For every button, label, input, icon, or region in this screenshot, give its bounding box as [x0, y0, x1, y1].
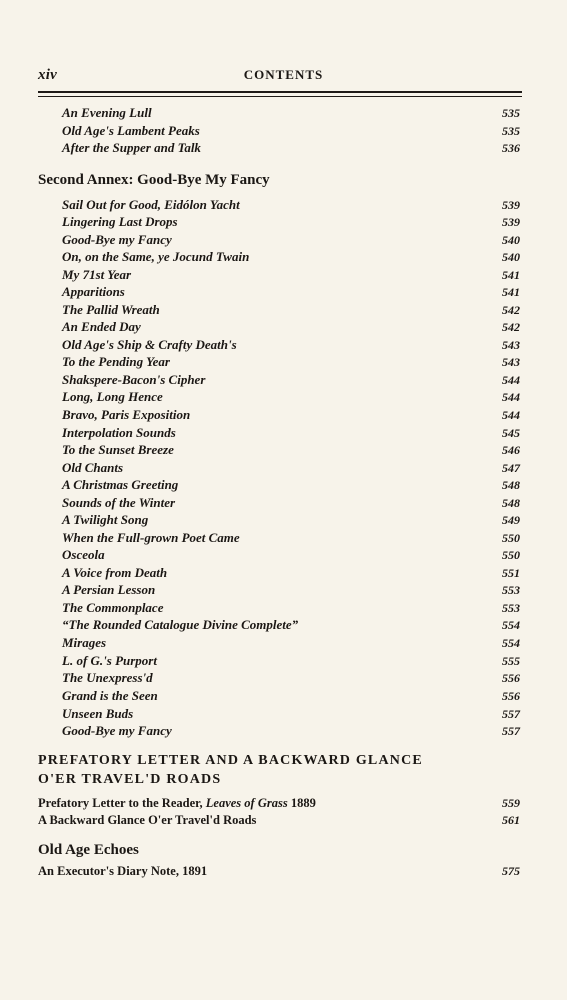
toc-entry-page: 540: [502, 233, 520, 247]
toc-entry-title: An Ended Day: [62, 319, 141, 334]
toc-entry[interactable]: [62, 581, 520, 599]
toc-entry-page: 546: [502, 443, 520, 457]
toc-entry-title: Osceola: [62, 547, 105, 562]
toc-entry-page: 549: [502, 513, 520, 527]
toc-entry-title: Lingering Last Drops: [62, 214, 178, 229]
toc-entry-page: 543: [502, 338, 520, 352]
toc-entry-title: The Pallid Wreath: [62, 302, 160, 317]
toc-entry-page: 544: [502, 408, 520, 422]
toc-entry-title: After the Supper and Talk: [62, 140, 201, 155]
toc-entry-page: 542: [502, 320, 520, 334]
toc-entry-title: Grand is the Seen: [62, 688, 158, 703]
toc-entry[interactable]: [62, 406, 520, 424]
toc-entry-page: 544: [502, 390, 520, 404]
toc-entry-page: 535: [502, 106, 520, 120]
toc-entry[interactable]: [62, 441, 520, 459]
toc-entry-title: A Backward Glance O'er Travel'd Roads: [38, 813, 257, 827]
toc-entry-title: Old Age's Ship & Crafty Death's: [62, 337, 237, 352]
toc-entry-page: 555: [502, 654, 520, 668]
toc-entry-title: My 71st Year: [62, 267, 132, 282]
toc-entry-title-italic: Leaves of Grass: [205, 796, 288, 810]
toc-entry[interactable]: [38, 811, 520, 829]
toc-entry-title: The Unexpress'd: [62, 670, 153, 685]
toc-entry-page: 575: [502, 864, 520, 878]
toc-entry-page: 554: [502, 618, 520, 632]
toc-entry-page: 556: [502, 671, 520, 685]
toc-entry-title: To the Sunset Breeze: [62, 442, 174, 457]
toc-entry[interactable]: [62, 301, 520, 319]
toc-entry-page: 543: [502, 355, 520, 369]
toc-entry-title: Old Age's Lambent Peaks: [62, 123, 200, 138]
toc-entry-title: To the Pending Year: [62, 354, 170, 369]
toc-entry[interactable]: [38, 794, 520, 812]
toc-entry[interactable]: [62, 459, 520, 477]
toc-entry-title: An Evening Lull: [62, 105, 152, 120]
toc-entry-page: 547: [502, 461, 520, 475]
toc-entry[interactable]: [62, 687, 520, 705]
toc-entry[interactable]: [62, 122, 520, 140]
toc-entry-page: 541: [502, 285, 520, 299]
toc-entry[interactable]: [62, 564, 520, 582]
header-rule-thin: [38, 96, 522, 97]
toc-entry[interactable]: [62, 104, 520, 122]
toc-entry[interactable]: [62, 266, 520, 284]
toc-entry-page: 542: [502, 303, 520, 317]
toc-entry-page: 561: [502, 813, 520, 827]
toc-entry-title: Unseen Buds: [62, 706, 134, 721]
toc-entry-page: 535: [502, 124, 520, 138]
toc-entry-page: 553: [502, 583, 520, 597]
toc-entry-page: 557: [502, 707, 520, 721]
toc-entry-page: 539: [502, 215, 520, 229]
toc-entry[interactable]: [62, 476, 520, 494]
toc-entry-title: “The Rounded Catalogue Divine Complete”: [62, 617, 299, 632]
toc-entry-page: 556: [502, 689, 520, 703]
toc-entry[interactable]: [62, 231, 520, 249]
toc-entry[interactable]: [62, 388, 520, 406]
running-head: CONTENTS: [243, 67, 324, 82]
toc-entry-title: Sail Out for Good, Eidólon Yacht: [62, 197, 240, 212]
toc-entry-page: 536: [502, 141, 520, 155]
section-heading-old-age-echoes: Old Age Echoes: [38, 842, 139, 858]
toc-entry-title: An Executor's Diary Note, 1891: [38, 864, 208, 878]
toc-entry-title: Bravo, Paris Exposition: [62, 407, 191, 422]
header-rule-thick: [38, 91, 522, 93]
toc-entry-title: Old Chants: [62, 460, 124, 475]
toc-entry-title: A Persian Lesson: [62, 582, 156, 597]
toc-entry-title: Good-Bye my Fancy: [62, 232, 172, 247]
toc-entry[interactable]: [62, 546, 520, 564]
toc-entry[interactable]: [62, 353, 520, 371]
toc-entry[interactable]: [62, 196, 520, 214]
toc-entry-title: The Commonplace: [62, 600, 164, 615]
toc-entry-title: Prefatory Letter to the Reader, Leaves of Grass 1889: [38, 796, 316, 810]
toc-entry-page: 550: [502, 548, 520, 562]
toc-entry-title: Interpolation Sounds: [62, 425, 176, 440]
toc-entry[interactable]: [62, 318, 520, 336]
toc-entry-page: 539: [502, 198, 520, 212]
page-number: xiv: [38, 67, 57, 83]
toc-entry[interactable]: [62, 213, 520, 231]
toc-entry-page: 551: [502, 566, 520, 580]
toc-entry-page: 554: [502, 636, 520, 650]
toc-entry[interactable]: [62, 371, 520, 389]
toc-entry[interactable]: [62, 616, 520, 634]
toc-entry[interactable]: [62, 722, 520, 740]
toc-entry-title: A Christmas Greeting: [62, 477, 179, 492]
toc-entry-page: 545: [502, 426, 520, 440]
toc-entry[interactable]: [62, 494, 520, 512]
toc-entry-page: 548: [502, 478, 520, 492]
toc-entry[interactable]: [62, 139, 520, 157]
toc-entry-page: 557: [502, 724, 520, 738]
toc-entry[interactable]: [62, 705, 520, 723]
toc-entry-page: 550: [502, 531, 520, 545]
section-heading-prefatory-line1: PREFATORY LETTER AND A BACKWARD GLANCE: [38, 753, 423, 768]
toc-entry-page: 541: [502, 268, 520, 282]
section-heading-prefatory-line2: O'ER TRAVEL'D ROADS: [38, 772, 222, 787]
toc-entry[interactable]: [62, 529, 520, 547]
toc-entry-title: When the Full-grown Poet Came: [62, 530, 240, 545]
toc-entry[interactable]: [62, 634, 520, 652]
toc-entry-page: 548: [502, 496, 520, 510]
toc-entry[interactable]: [62, 599, 520, 617]
toc-entry-title: On, on the Same, ye Jocund Twain: [62, 249, 250, 264]
toc-entry-title: Shakspere-Bacon's Cipher: [62, 372, 206, 387]
toc-entry-title: Sounds of the Winter: [62, 495, 176, 510]
toc-entry-page: 553: [502, 601, 520, 615]
toc-entry[interactable]: [62, 511, 520, 529]
toc-entry-title: Mirages: [62, 635, 107, 650]
toc-entry-title: Apparitions: [62, 284, 125, 299]
toc-entry-page: 544: [502, 373, 520, 387]
toc-entry[interactable]: [62, 248, 520, 266]
toc-entry-title: A Twilight Song: [62, 512, 149, 527]
toc-entry-page: 540: [502, 250, 520, 264]
toc-entry[interactable]: [62, 652, 520, 670]
toc-entry[interactable]: [62, 283, 520, 301]
toc-entry-title: Good-Bye my Fancy: [62, 723, 172, 738]
toc-entry[interactable]: [38, 862, 520, 880]
toc-entry[interactable]: [62, 336, 520, 354]
toc-entry-title: L. of G.'s Purport: [62, 653, 157, 668]
toc-entry[interactable]: [62, 424, 520, 442]
toc-entry[interactable]: [62, 669, 520, 687]
toc-entry-title: Long, Long Hence: [62, 389, 163, 404]
toc-entry-title: A Voice from Death: [62, 565, 168, 580]
toc-entry-page: 559: [502, 796, 520, 810]
section-heading-second-annex: Second Annex: Good-Bye My Fancy: [38, 172, 270, 188]
